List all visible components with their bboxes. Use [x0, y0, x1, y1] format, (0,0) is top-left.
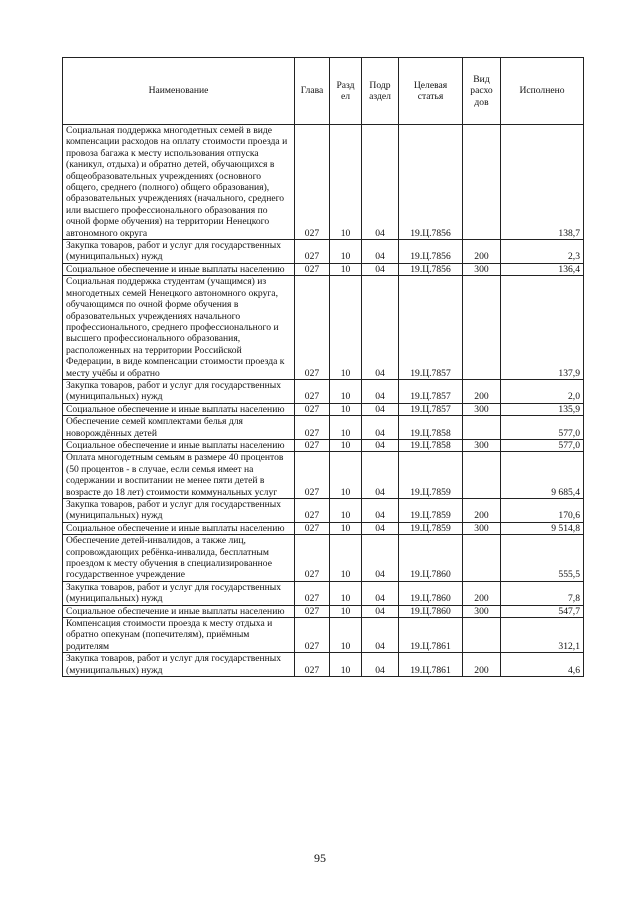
row-executed: 9 514,8: [501, 522, 584, 534]
row-section: 10: [330, 581, 362, 605]
row-executed: 312,1: [501, 618, 584, 653]
table-row: [63, 439, 584, 451]
row-executed: 4,6: [501, 653, 584, 677]
row-expense-type: [463, 125, 501, 240]
row-target: 19.Ц.7860: [399, 535, 463, 582]
table-row: [63, 581, 584, 605]
row-section: 10: [330, 618, 362, 653]
table-row: [63, 125, 584, 240]
row-section: 10: [330, 263, 362, 275]
row-name: Социальная поддержка многодетных семей в виде компенсации расходов на оплату стоимости проезда и провоза багажа к месту использования отпуска (каникул, отдыха) и обратно детей, обучающихся в общеобразовательных учреждениях (основного общего, среднего (полного) общего образования), образовательных учреждениях (начального, среднего или высшего профессионального образования по очной форме обучения) на территории Ненецкого автономного округа: [63, 125, 295, 240]
row-subsection: 04: [362, 522, 399, 534]
row-section: 10: [330, 240, 362, 264]
row-target: 19.Ц.7859: [399, 522, 463, 534]
budget-table: [62, 57, 584, 677]
table-row: [63, 452, 584, 499]
row-subsection: 04: [362, 125, 399, 240]
row-subsection: 04: [362, 240, 399, 264]
row-subsection: 04: [362, 379, 399, 403]
row-chapter: 027: [295, 379, 330, 403]
row-expense-type: 200: [463, 499, 501, 523]
header-section: Разд ел: [330, 58, 362, 125]
row-chapter: 027: [295, 605, 330, 617]
row-expense-type: 300: [463, 605, 501, 617]
row-chapter: 027: [295, 581, 330, 605]
row-expense-type: 300: [463, 522, 501, 534]
table-row: [63, 403, 584, 415]
row-name: Оплата многодетным семьям в размере 40 процентов (50 процентов - в случае, если семья имеет на содержании и воспитании не менее пяти детей в возрасте до 18 лет) стоимости коммунальных услуг: [63, 452, 295, 499]
row-executed: 2,3: [501, 240, 584, 264]
row-subsection: 04: [362, 605, 399, 617]
row-target: 19.Ц.7856: [399, 263, 463, 275]
header-chapter: Глава: [295, 58, 330, 125]
table-header-row: [63, 58, 584, 125]
row-executed: 170,6: [501, 499, 584, 523]
row-chapter: 027: [295, 618, 330, 653]
row-subsection: 04: [362, 581, 399, 605]
row-chapter: 027: [295, 522, 330, 534]
row-chapter: 027: [295, 125, 330, 240]
row-section: 10: [330, 605, 362, 617]
row-name: Закупка товаров, работ и услуг для государственных (муниципальных) нужд: [63, 653, 295, 677]
row-subsection: 04: [362, 403, 399, 415]
row-section: 10: [330, 403, 362, 415]
row-section: 10: [330, 379, 362, 403]
table-row: [63, 535, 584, 582]
row-subsection: 04: [362, 439, 399, 451]
header-executed: Исполнено: [501, 58, 584, 125]
row-expense-type: 200: [463, 379, 501, 403]
row-chapter: 027: [295, 452, 330, 499]
row-target: 19.Ц.7861: [399, 653, 463, 677]
row-name: Компенсация стоимости проезда к месту отдыха и обратно опекунам (попечителям), приёмным родителям: [63, 618, 295, 653]
row-section: 10: [330, 653, 362, 677]
row-name: Закупка товаров, работ и услуг для государственных (муниципальных) нужд: [63, 379, 295, 403]
table-row: [63, 605, 584, 617]
row-executed: 138,7: [501, 125, 584, 240]
row-target: 19.Ц.7856: [399, 240, 463, 264]
row-executed: 547,7: [501, 605, 584, 617]
row-chapter: 027: [295, 535, 330, 582]
row-executed: 555,5: [501, 535, 584, 582]
row-expense-type: [463, 535, 501, 582]
row-chapter: 027: [295, 653, 330, 677]
row-chapter: 027: [295, 499, 330, 523]
row-expense-type: 200: [463, 653, 501, 677]
row-expense-type: 200: [463, 581, 501, 605]
row-expense-type: 300: [463, 403, 501, 415]
row-chapter: 027: [295, 403, 330, 415]
row-subsection: 04: [362, 499, 399, 523]
table-row: [63, 276, 584, 380]
row-section: 10: [330, 535, 362, 582]
row-target: 19.Ц.7858: [399, 416, 463, 440]
row-expense-type: 300: [463, 439, 501, 451]
row-name: Закупка товаров, работ и услуг для государственных (муниципальных) нужд: [63, 581, 295, 605]
table-row: [63, 522, 584, 534]
row-subsection: 04: [362, 653, 399, 677]
row-name: Обеспечение детей-инвалидов, а также лиц, сопровождающих ребёнка-инвалида, бесплатным проездом к месту обучения в специализированное государственное учреждение: [63, 535, 295, 582]
row-executed: 7,8: [501, 581, 584, 605]
table-row: [63, 379, 584, 403]
row-section: 10: [330, 439, 362, 451]
row-name: Социальное обеспечение и иные выплаты населению: [63, 263, 295, 275]
row-subsection: 04: [362, 276, 399, 380]
row-subsection: 04: [362, 452, 399, 499]
table-row: [63, 499, 584, 523]
row-subsection: 04: [362, 263, 399, 275]
row-target: 19.Ц.7859: [399, 452, 463, 499]
row-executed: 135,9: [501, 403, 584, 415]
row-name: Обеспечение семей комплектами белья для новорождённых детей: [63, 416, 295, 440]
row-chapter: 027: [295, 416, 330, 440]
row-expense-type: [463, 416, 501, 440]
row-chapter: 027: [295, 263, 330, 275]
row-chapter: 027: [295, 240, 330, 264]
row-name: Социальная поддержка студентам (учащимся) из многодетных семей Ненецкого автономного округа, обучающимся по очной форме обучения в образовательных учреждениях начального профессионального, среднего профессионального и высшего профессионального образования, расположенных на территории Российской Федерации, в виде компенсации стоимости проезда к месту учёбы и обратно: [63, 276, 295, 380]
row-name: Социальное обеспечение и иные выплаты населению: [63, 439, 295, 451]
row-name: Социальное обеспечение и иные выплаты населению: [63, 605, 295, 617]
page-number: 95: [314, 851, 326, 865]
row-expense-type: [463, 618, 501, 653]
row-target: 19.Ц.7858: [399, 439, 463, 451]
header-target: Целевая статья: [399, 58, 463, 125]
row-section: 10: [330, 452, 362, 499]
table-row: [63, 416, 584, 440]
row-target: 19.Ц.7856: [399, 125, 463, 240]
row-name: Закупка товаров, работ и услуг для государственных (муниципальных) нужд: [63, 240, 295, 264]
table-row: [63, 653, 584, 677]
table-row: [63, 263, 584, 275]
table-row: [63, 618, 584, 653]
table-row: [63, 240, 584, 264]
row-executed: 577,0: [501, 416, 584, 440]
header-expense-type: Вид расхо дов: [463, 58, 501, 125]
row-chapter: 027: [295, 439, 330, 451]
row-section: 10: [330, 416, 362, 440]
row-executed: 577,0: [501, 439, 584, 451]
row-target: 19.Ц.7861: [399, 618, 463, 653]
row-expense-type: 300: [463, 263, 501, 275]
row-executed: 137,9: [501, 276, 584, 380]
row-executed: 136,4: [501, 263, 584, 275]
row-section: 10: [330, 276, 362, 380]
row-target: 19.Ц.7860: [399, 605, 463, 617]
row-target: 19.Ц.7857: [399, 403, 463, 415]
row-target: 19.Ц.7860: [399, 581, 463, 605]
row-expense-type: [463, 276, 501, 380]
row-target: 19.Ц.7857: [399, 379, 463, 403]
row-subsection: 04: [362, 618, 399, 653]
row-name: Закупка товаров, работ и услуг для государственных (муниципальных) нужд: [63, 499, 295, 523]
row-section: 10: [330, 125, 362, 240]
row-expense-type: 200: [463, 240, 501, 264]
row-target: 19.Ц.7859: [399, 499, 463, 523]
row-section: 10: [330, 522, 362, 534]
row-executed: 9 685,4: [501, 452, 584, 499]
row-section: 10: [330, 499, 362, 523]
row-target: 19.Ц.7857: [399, 276, 463, 380]
row-chapter: 027: [295, 276, 330, 380]
row-executed: 2,0: [501, 379, 584, 403]
row-subsection: 04: [362, 416, 399, 440]
header-name: Наименование: [63, 58, 295, 125]
row-expense-type: [463, 452, 501, 499]
row-name: Социальное обеспечение и иные выплаты населению: [63, 403, 295, 415]
row-name: Социальное обеспечение и иные выплаты населению: [63, 522, 295, 534]
row-subsection: 04: [362, 535, 399, 582]
header-subsection: Подр аздел: [362, 58, 399, 125]
